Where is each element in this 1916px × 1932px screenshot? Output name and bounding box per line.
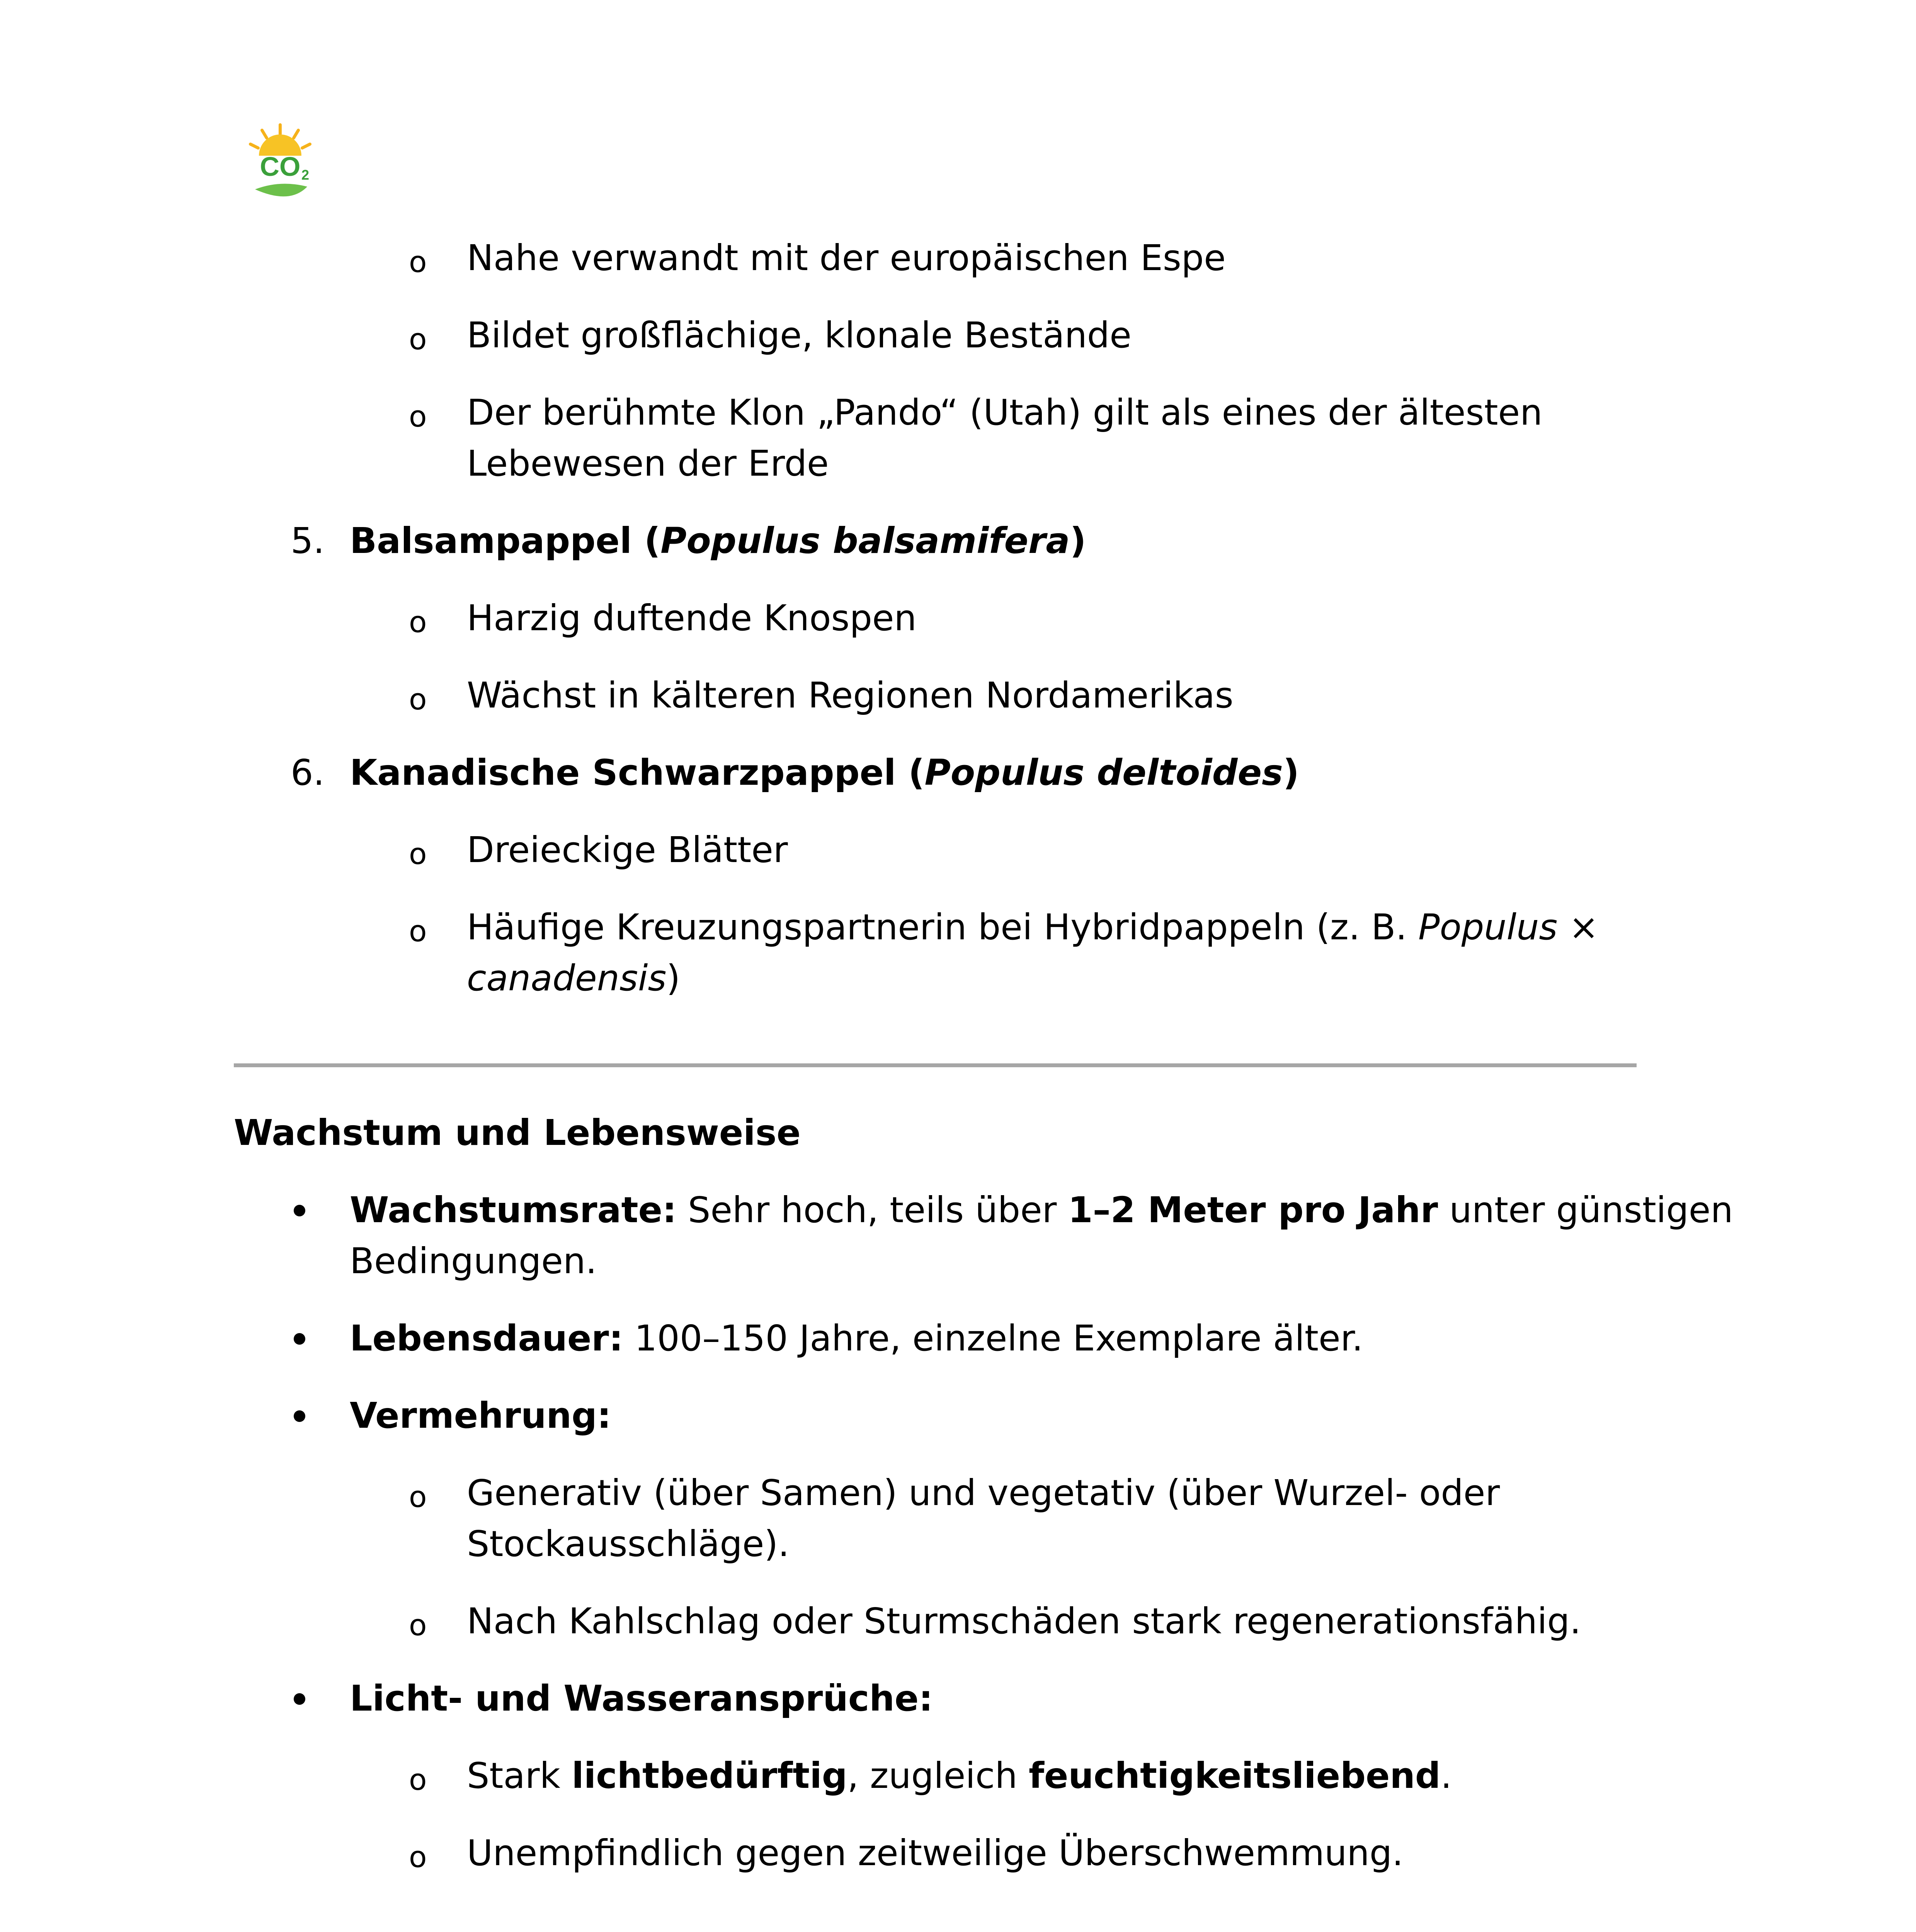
list-item: Stark lichtbedürftig, zugleich feuchtigkeitsliebend. [467,1755,1452,1796]
sub-bullet-marker: o [409,322,427,356]
list-item: Licht- und Wasseransprüche: [350,1678,933,1719]
list-item: Lebewesen der Erde [467,443,829,484]
list-item: canadensis) [467,957,681,999]
svg-text:CO: CO [260,151,301,182]
sub-bullet-marker: o [409,1840,427,1874]
list-item: Generativ (über Samen) und vegetativ (über Wurzel- oder [467,1472,1500,1514]
list-item: Dreieckige Blätter [467,829,788,871]
list-item: Bildet großflächige, klonale Bestände [467,315,1132,356]
sub-bullet-marker: o [409,399,427,434]
sub-bullet-marker: o [409,1608,427,1642]
list-item: Nach Kahlschlag oder Sturmschäden stark regenerationsfähig. [467,1600,1581,1642]
co2-logo-icon [243,122,317,207]
sub-bullet-marker: o [409,837,427,871]
list-item: Vermehrung: [350,1395,611,1436]
bullet-marker [294,1693,305,1705]
list-item: Unempfindlich gegen zeitweilige Überschwemmung. [467,1832,1404,1874]
sub-bullet-marker: o [409,1480,427,1514]
sub-bullet-marker: o [409,245,427,279]
list-item: Lebensdauer: 100–150 Jahre, einzelne Exemplare älter. [350,1318,1363,1359]
list-item: Bedingungen. [350,1240,597,1282]
sub-bullet-marker: o [409,682,427,716]
section-divider [234,1063,1637,1067]
sub-bullet-marker: o [409,605,427,639]
list-number: 6. [291,752,325,793]
list-item: Der berühmte Klon „Pando“ (Utah) gilt als eines der ältesten [467,392,1543,433]
svg-text:2: 2 [301,167,310,183]
bullet-marker [294,1333,305,1345]
list-item: Wächst in kälteren Regionen Nordamerikas [467,675,1234,716]
section-heading: Wachstum und Lebensweise [234,1112,801,1153]
bullet-marker [294,1410,305,1422]
list-item: Häufige Kreuzungspartnerin bei Hybridpappeln (z. B. Populus × [467,906,1599,948]
list-item: Stockausschläge). [467,1523,790,1565]
sub-bullet-marker: o [409,1762,427,1797]
list-item: Harzig duftende Knospen [467,597,917,639]
sub-bullet-marker: o [409,914,427,948]
list-item: Wachstumsrate: Sehr hoch, teils über 1–2 Meter pro Jahr unter günstigen [350,1189,1733,1231]
list-item: Nahe verwandt mit der europäischen Espe [467,237,1226,279]
species-heading: Balsampappel (Populus balsamifera) [350,520,1086,561]
species-heading: Kanadische Schwarzpappel (Populus deltoides) [350,752,1299,793]
list-number: 5. [291,520,325,561]
bullet-marker [294,1205,305,1216]
